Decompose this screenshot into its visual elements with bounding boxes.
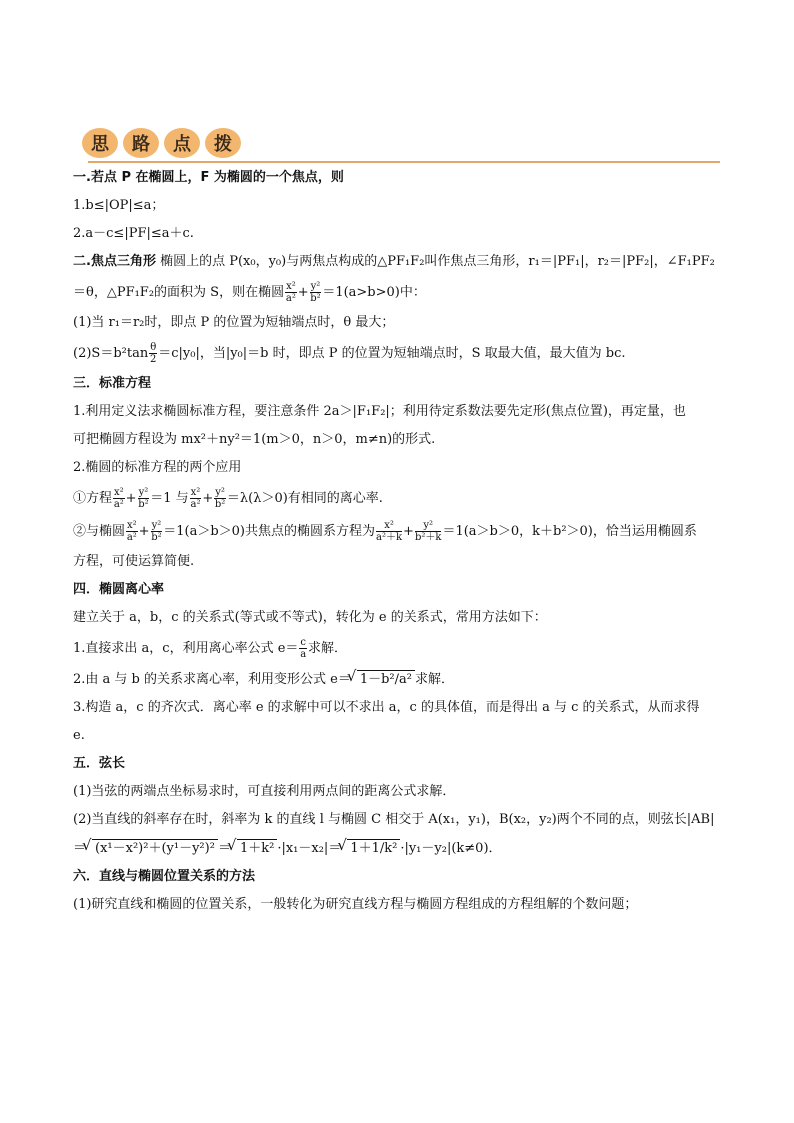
banner-title (82, 128, 246, 158)
fraction-x2-a2 (113, 487, 125, 510)
denominator: 2 (150, 354, 157, 365)
section-3-title: 三．标准方程 (73, 376, 152, 391)
section-4-item-2 (73, 670, 723, 689)
fraction-theta-2 (149, 342, 157, 365)
sqrt-expression: √ 1－b²/a² (357, 670, 415, 689)
banner-rule (88, 161, 720, 163)
section-4-intro: 建立关于 a，b，c 的关系式(等式或不等式)，转化为 e 的关系式，常用方法如下： (73, 610, 547, 625)
section-3-application-2-cont: 方程，可使运算简便. (73, 554, 195, 569)
section-2-title: 二.焦点三角形 (73, 254, 156, 269)
text-span: ＝1(a>b>0)中： (322, 285, 426, 300)
section-4-item-3: 3.构造 a，c 的齐次式．离心率 e 的求解中可以不求出 a，c 的具体值，而是得出 a 与 c 的关系式，从而求得 (73, 700, 700, 715)
denominator: b² (138, 499, 149, 510)
section-2-item-1: (1)当 r₁＝r₂时，即点 P 的位置为短轴端点时，θ 最大； (73, 315, 395, 330)
section-3-p2: 2.椭圆的标准方程的两个应用 (73, 460, 242, 475)
fraction-y2-b2 (214, 487, 226, 510)
text-span: 求解． (415, 672, 455, 687)
fraction-c-a (299, 637, 307, 660)
fraction-y2-b2 (138, 487, 150, 510)
plus-sign: + (202, 491, 214, 506)
denominator: a² (285, 293, 296, 304)
section-2-item-2 (73, 342, 723, 365)
section-3-p1-cont: 可把椭圆方程设为 mx²＋ny²＝1(m＞0，n＞0，m≠n)的形式. (73, 432, 436, 447)
section-1-item-2: 2.a－c≤|PF|≤a＋c. (73, 226, 194, 241)
numerator: y² (415, 520, 441, 532)
text-span: 求解． (308, 641, 348, 656)
numerator: y² (151, 520, 162, 531)
plus-sign: + (297, 285, 309, 300)
text-span: ＝1(a＞b＞0)共焦点的椭圆系方程为 (163, 524, 376, 539)
denominator: b²＋k (414, 532, 442, 543)
denominator: a²＋k (376, 532, 403, 543)
numerator: c (300, 637, 307, 648)
denominator: b² (214, 499, 226, 510)
plus-sign: + (125, 491, 137, 506)
text-span: ·|x₁－x₂|＝ (277, 841, 342, 856)
document-content (73, 169, 723, 924)
section-4-title: 四．椭圆离心率 (73, 582, 165, 597)
numerator: x² (127, 520, 137, 531)
section-3-application-1 (73, 487, 723, 510)
section-5-p1: (1)当弦的两端点坐标易求时，可直接利用两点间的距离公式求解． (73, 784, 456, 799)
text-span: ＝c|y₀|，当|y₀|＝b 时，即点 P 的位置为短轴端点时，S 取最大值，最大值为 bc. (158, 346, 626, 361)
numerator: x² (114, 487, 124, 498)
numerator: x² (286, 281, 296, 292)
text-span: ·|y₁－y₂|(k≠0)． (400, 841, 502, 856)
plus-sign: + (138, 524, 150, 539)
section-1-title: 一.若点 P 在椭圆上，F 为椭圆的一个焦点，则 (73, 170, 344, 185)
fraction-y2-b2k (415, 520, 441, 543)
text-span: ①方程 (73, 491, 113, 506)
section-2-intro-cont (73, 281, 723, 304)
denominator: a² (190, 499, 201, 510)
plus-sign: + (403, 524, 414, 539)
section-1-item-1: 1.b≤|OP|≤a； (73, 198, 165, 213)
text-span: 2.由 a 与 b 的关系求离心率，利用变形公式 e＝ (73, 672, 351, 687)
fraction-x2-a2 (190, 487, 202, 510)
text-span: ＝ (217, 841, 231, 856)
text-span: (2)S＝b²tan (73, 346, 149, 361)
denominator: a (300, 649, 307, 660)
section-6-p1: (1)研究直线和椭圆的位置关系，一般转化为研究直线方程与椭圆方程组成的方程组解的个数问题； (73, 897, 638, 912)
fraction-x2-a2 (285, 281, 297, 304)
section-2-intro-text: 椭圆上的点 P(x₀，y₀)与两焦点构成的△PF₁F₂叫作焦点三角形，r₁＝|PF₁|，r₂＝|PF₂|，∠F₁PF₂ (155, 254, 715, 269)
numerator: x² (190, 487, 201, 498)
text-span: ＝1 与 (150, 491, 189, 506)
text-span: ＝θ，△PF₁F₂的面积为 S，则在椭圆 (73, 285, 285, 300)
section-3-application-2 (73, 520, 723, 543)
text-span: ＝ (73, 841, 87, 856)
section-3-p1: 1.利用定义法求椭圆标准方程，要注意条件 2a＞|F₁F₂|；利用待定系数法要先定形(焦点位置)，再定量，也 (73, 404, 686, 419)
banner-char: 路 (123, 128, 159, 158)
numerator: y² (310, 281, 321, 292)
banner-char: 思 (82, 128, 118, 158)
sqrt-1-plus-1-over-k2: √ 1＋1/k² (347, 839, 400, 858)
sqrt-distance: √ (x¹－x²)²＋(y¹－y²)² (92, 839, 218, 858)
text-span: 1.直接求出 a，c，利用离心率公式 e＝ (73, 641, 299, 656)
numerator: y² (138, 487, 149, 498)
fraction-x2-a2k (376, 520, 402, 543)
section-6-title: 六．直线与椭圆位置关系的方法 (73, 869, 256, 884)
section-2-intro (73, 253, 723, 271)
text-span: ＝λ(λ＞0)有相同的离心率. (226, 491, 383, 506)
banner-char: 拨 (205, 128, 241, 158)
denominator: a² (113, 499, 124, 510)
text-span: ②与椭圆 (73, 524, 126, 539)
denominator: a² (126, 532, 137, 543)
section-4-item-1 (73, 637, 723, 660)
section-5-title: 五．弦长 (73, 756, 126, 771)
section-5-p2-formula (73, 839, 723, 858)
denominator: b² (151, 532, 162, 543)
section-4-item-3-cont: e. (73, 728, 85, 743)
text-span: ＝1(a＞b＞0，k＋b²＞0)，恰当运用椭圆系 (442, 524, 697, 539)
fraction-y2-b2 (151, 520, 163, 543)
section-5-p2: (2)当直线的斜率存在时，斜率为 k 的直线 l 与椭圆 C 相交于 A(x₁，y₁)，B(x₂，y₂)两个不同的点，则弦长|AB| (73, 812, 715, 827)
banner-char: 点 (164, 128, 200, 158)
fraction-x2-a2 (126, 520, 138, 543)
section-banner (74, 128, 720, 164)
sqrt-1-plus-k2: √ 1＋k² (237, 839, 277, 858)
denominator: b² (310, 293, 321, 304)
numerator: θ (150, 342, 157, 353)
numerator: y² (215, 487, 225, 498)
numerator: x² (376, 520, 402, 532)
fraction-y2-b2 (310, 281, 322, 304)
